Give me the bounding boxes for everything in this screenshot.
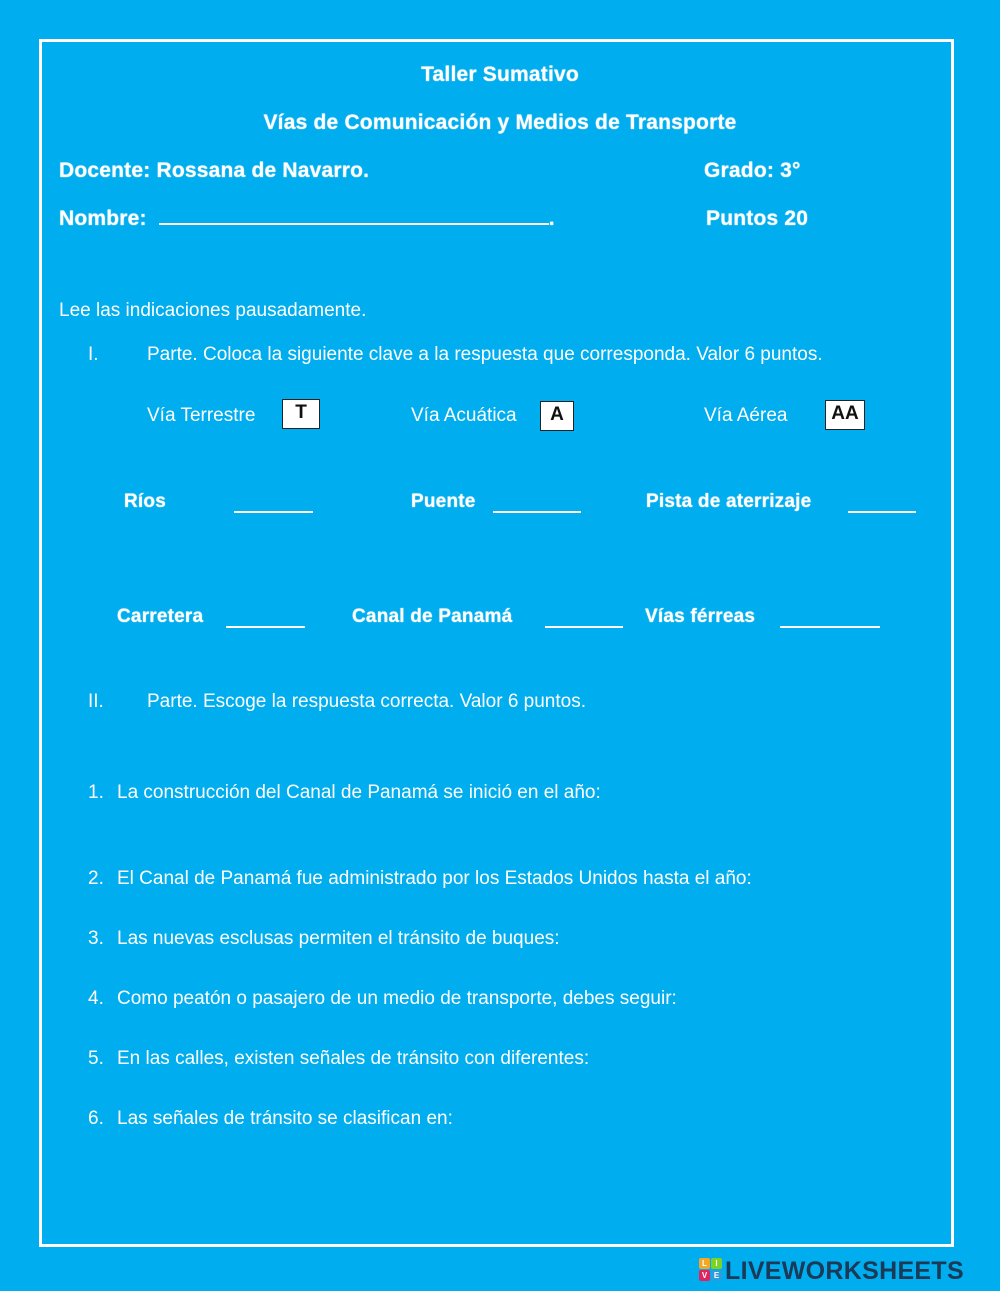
part2-instructions: Parte. Escoge la respuesta correcta. Valor 6 puntos.	[147, 691, 586, 712]
part1-instructions: Parte. Coloca la siguiente clave a la respuesta que corresponda. Valor 6 puntos.	[147, 344, 823, 365]
question-text: En las calles, existen señales de tránsito con diferentes:	[117, 1048, 590, 1069]
question-number: 1.	[88, 782, 104, 803]
question-text: Como peatón o pasajero de un medio de transporte, debes seguir:	[117, 988, 677, 1009]
answer-blank-puente[interactable]	[493, 495, 581, 513]
key-code-aerea: AA	[825, 400, 865, 430]
points-label: Puntos 20	[706, 207, 809, 230]
answer-blank-vias-ferreas[interactable]	[780, 610, 880, 628]
teacher-name: Docente: Rossana de Navarro.	[59, 159, 370, 182]
student-name-label: Nombre:	[59, 207, 147, 230]
key-label-aerea: Vía Aérea	[704, 405, 788, 426]
question-number: 6.	[88, 1108, 104, 1129]
answer-blank-rios[interactable]	[234, 495, 313, 513]
liveworksheets-logo-icon: L I V E	[699, 1258, 723, 1282]
key-code-terrestre: T	[282, 399, 320, 429]
student-name-row	[59, 207, 555, 231]
question-number: 4.	[88, 988, 104, 1009]
question-number: 2.	[88, 868, 104, 889]
question-text: El Canal de Panamá fue administrado por los Estados Unidos hasta el año:	[117, 868, 752, 889]
item-carretera: Carretera	[117, 606, 204, 627]
part2-numeral: II.	[88, 691, 104, 712]
item-puente: Puente	[411, 491, 476, 512]
liveworksheets-logo-text: LIVEWORKSHEETS	[725, 1257, 964, 1285]
item-canal: Canal de Panamá	[352, 606, 513, 627]
key-code-acuatica: A	[540, 401, 574, 431]
question-text: Las señales de tránsito se clasifican en:	[117, 1108, 453, 1129]
answer-blank-pista[interactable]	[848, 495, 916, 513]
worksheet-title: Taller Sumativo	[421, 63, 579, 86]
item-vias-ferreas: Vías férreas	[645, 606, 756, 627]
key-label-acuatica: Vía Acuática	[411, 405, 517, 426]
question-text: Las nuevas esclusas permiten el tránsito de buques:	[117, 928, 560, 949]
key-label-terrestre: Vía Terrestre	[147, 405, 256, 426]
question-text: La construcción del Canal de Panamá se inició en el año:	[117, 782, 601, 803]
answer-blank-carretera[interactable]	[226, 610, 305, 628]
answer-blank-canal[interactable]	[545, 610, 623, 628]
item-rios: Ríos	[124, 491, 166, 512]
instructions-text: Lee las indicaciones pausadamente.	[59, 300, 367, 321]
student-name-blank[interactable]	[159, 207, 549, 225]
question-number: 5.	[88, 1048, 104, 1069]
part1-numeral: I.	[88, 344, 99, 365]
worksheet-subtitle: Vías de Comunicación y Medios de Transporte	[263, 111, 737, 134]
item-pista: Pista de aterrizaje	[646, 491, 812, 512]
question-number: 3.	[88, 928, 104, 949]
grade-label: Grado: 3°	[704, 159, 801, 182]
student-name-end: .	[548, 207, 555, 230]
